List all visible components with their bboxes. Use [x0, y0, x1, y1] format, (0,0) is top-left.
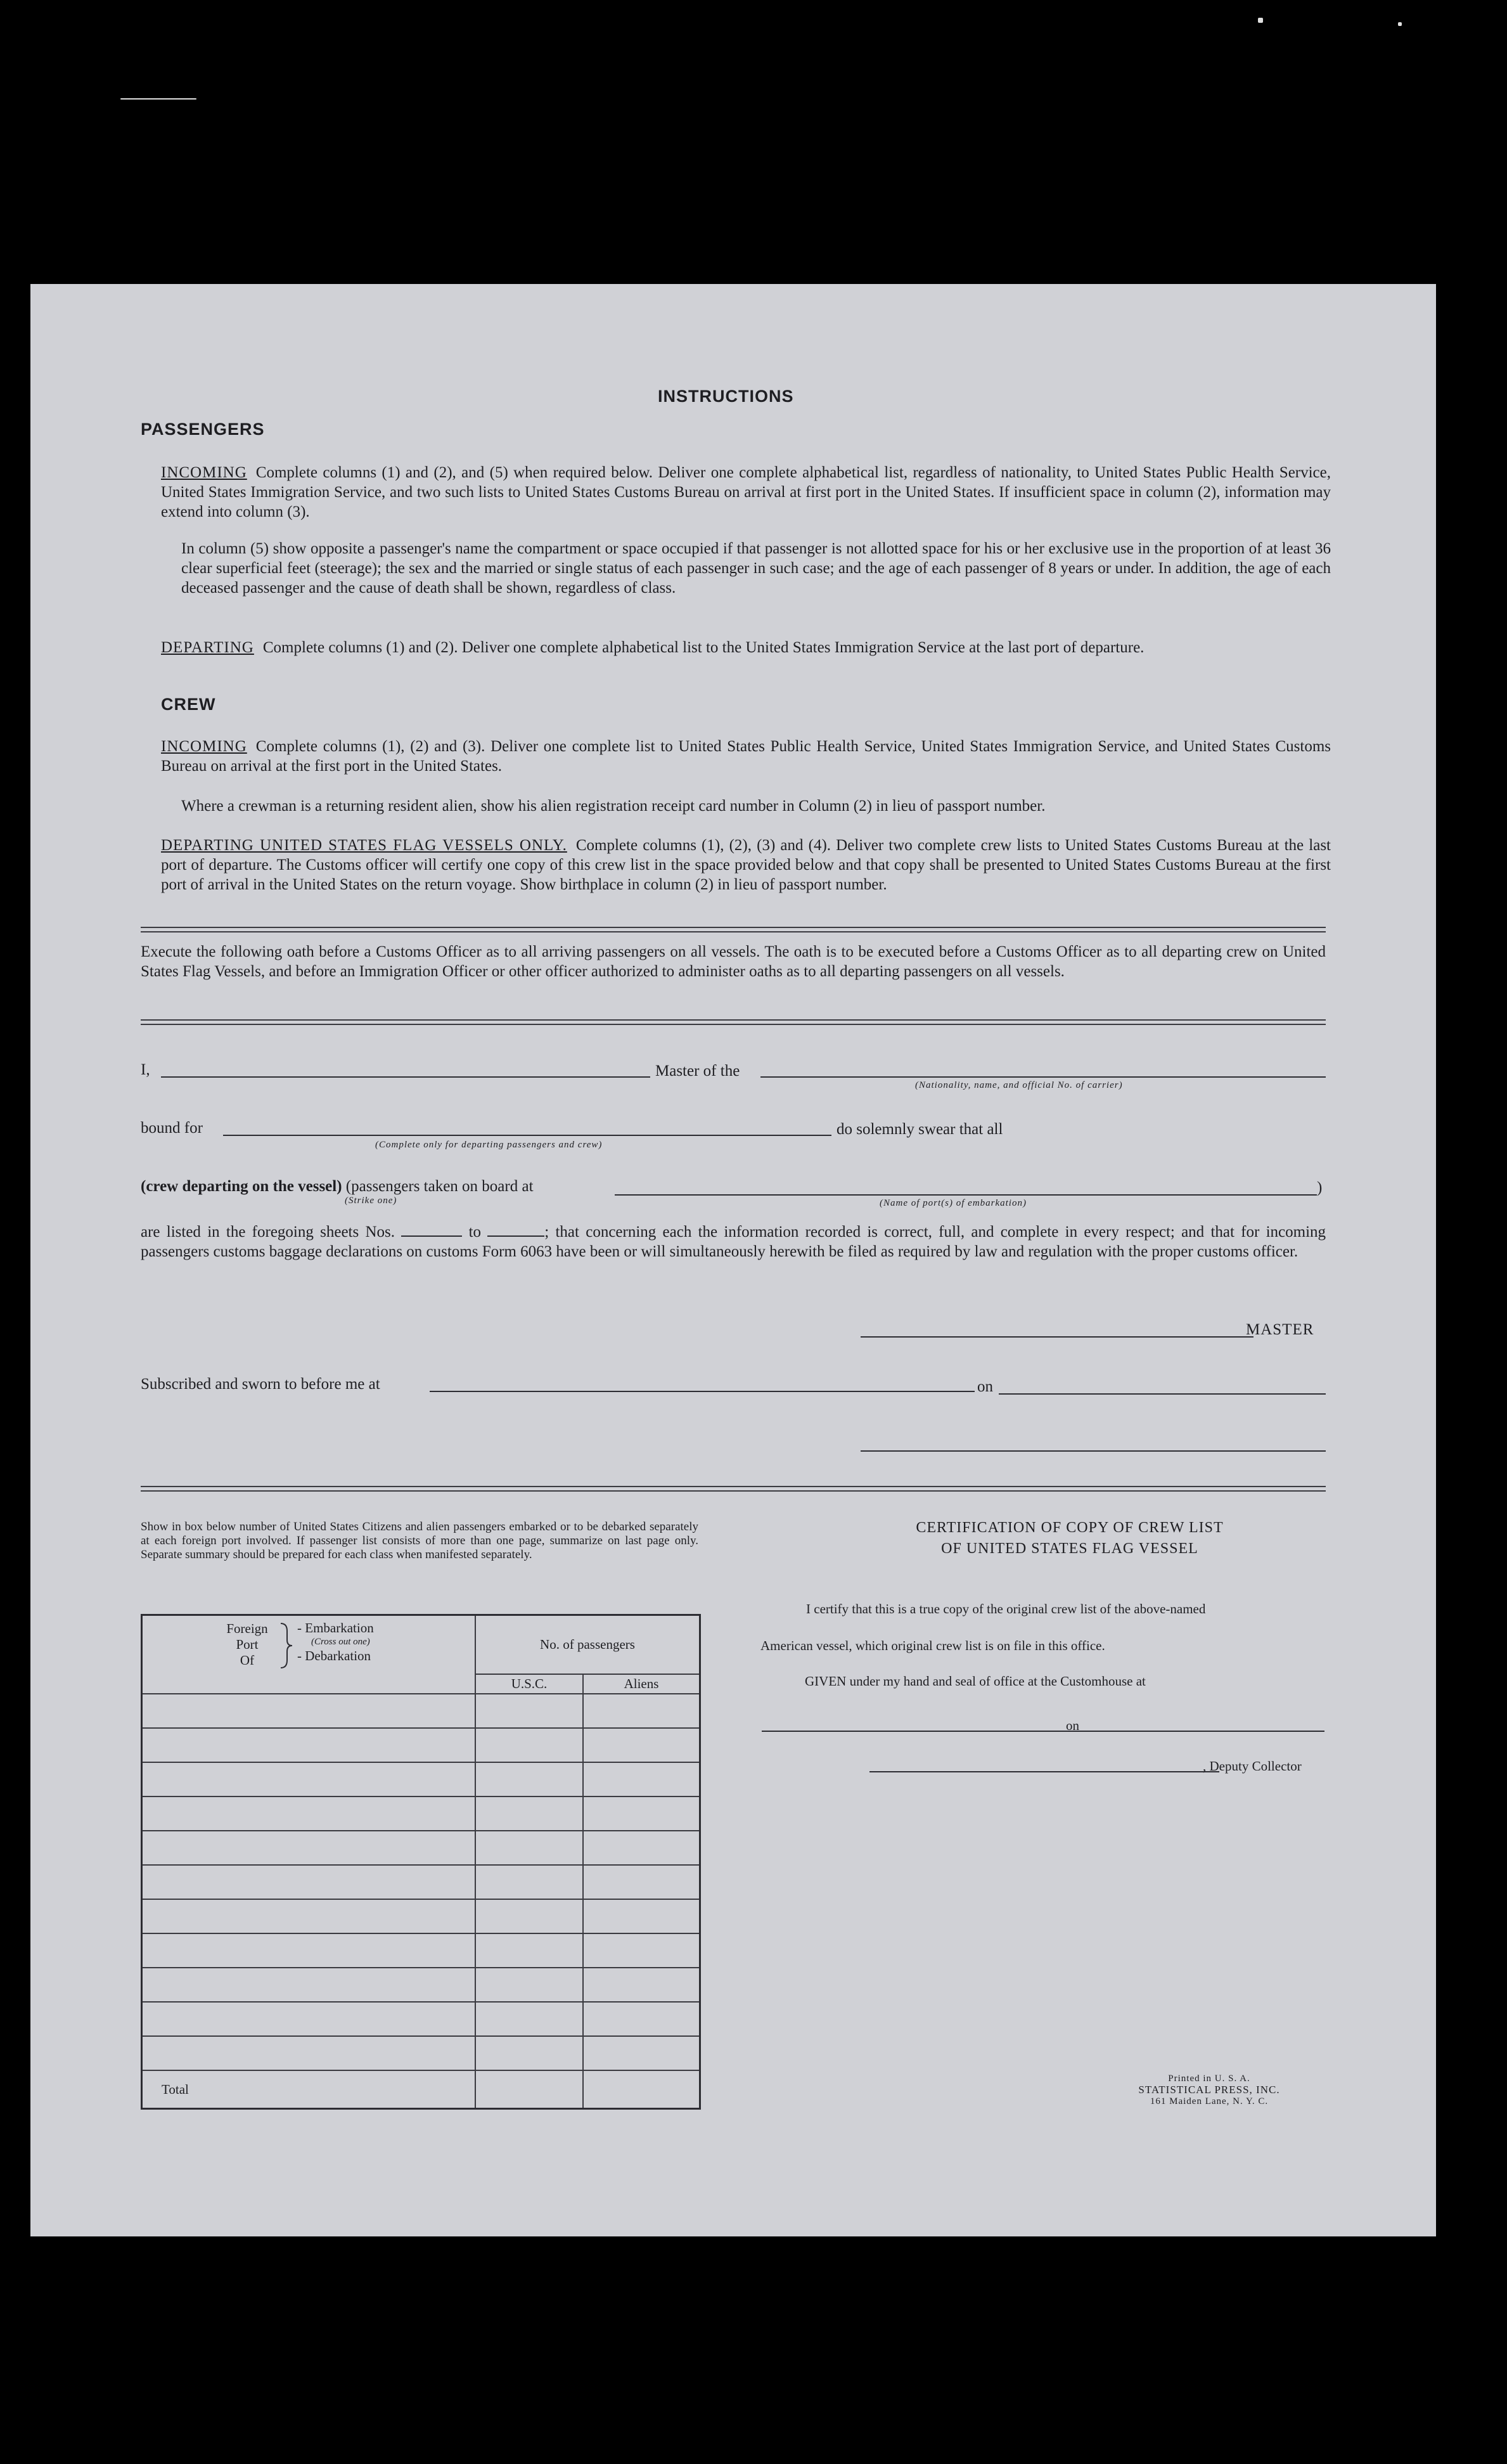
bound-for-caption: (Complete only for departing passengers and crew)	[375, 1140, 603, 1150]
passengers-incoming-text: Complete columns (1) and (2), and (5) when required below. Deliver one complete alphabetical list, regardless of nationality, to United States Public Health Service, United States Immigration Service, and two such lists to United States Customs Bureau on arrival at first port in the United States. If insufficient space in column (2), information may extend into column (3).	[161, 464, 1331, 520]
oath-instruction: Execute the following oath before a Customs Officer as to all arriving passengers on all vessels. The oath is to be executed before a Customs Officer as to all departing crew on United States Flag Vessels, and before an Immigration Officer or other officer authorized to administer oaths as to all departing passengers on all vessels.	[141, 943, 1326, 980]
section-divider	[141, 927, 1326, 932]
crew-departing-label: DEPARTING UNITED STATES FLAG VESSELS ONLY.	[161, 837, 567, 854]
summary-usc-cell[interactable]	[475, 1899, 583, 1933]
listed-prefix: are listed in the foregoing sheets Nos.	[141, 1223, 395, 1241]
passengers-incoming-label: INCOMING	[161, 464, 247, 481]
summary-row	[142, 1899, 700, 1933]
summary-row	[142, 1831, 700, 1865]
summary-usc-cell[interactable]	[475, 1933, 583, 1968]
sworn-place-field[interactable]	[430, 1391, 975, 1392]
bound-for-label: bound for	[141, 1119, 203, 1137]
total-text: Total	[162, 2081, 189, 2097]
summary-instruction: Show in box below number of United States Citizens and alien passengers embarked or to be debarked separately at each foreign port involved. If passenger list consists of more than one page, summarize on last page only. Separate summary should be prepared for each class when manifested separately.	[141, 1520, 698, 1561]
passengers-departing-instruction	[161, 638, 1331, 657]
section-divider	[141, 1486, 1326, 1492]
summary-row	[142, 1968, 700, 2002]
sworn-on-label: on	[977, 1378, 993, 1395]
total-row	[142, 2070, 700, 2108]
cert-on-label: on	[1066, 1718, 1079, 1733]
summary-aliens-cell[interactable]	[583, 1899, 700, 1933]
passengers-incoming-instruction	[161, 463, 1331, 522]
summary-port-cell[interactable]	[142, 1899, 476, 1933]
summary-rows	[142, 1694, 700, 2070]
summary-usc-cell[interactable]	[475, 1865, 583, 1899]
summary-usc-cell[interactable]	[475, 2002, 583, 2036]
sheet-to-field[interactable]	[487, 1223, 544, 1237]
master-label: MASTER	[1246, 1321, 1314, 1338]
no-of-passengers-header: No. of passengers	[475, 1615, 700, 1674]
of-label: Of	[240, 1653, 255, 1668]
crew-resident-alien-text: Where a crewman is a returning resident alien, show his alien registration receipt card number in Column (2) in lieu of passport number.	[181, 797, 1046, 815]
summary-aliens-cell[interactable]	[583, 1694, 700, 1728]
summary-port-cell[interactable]	[142, 1796, 476, 1831]
summary-port-cell[interactable]	[142, 1762, 476, 1796]
summary-aliens-cell[interactable]	[583, 1762, 700, 1796]
summary-usc-cell[interactable]	[475, 1762, 583, 1796]
usc-header: U.S.C.	[475, 1674, 583, 1694]
sworn-date-field[interactable]	[999, 1393, 1326, 1395]
column5-instruction	[181, 539, 1331, 598]
section-divider	[141, 1019, 1326, 1025]
crew-resident-alien-instruction	[181, 796, 1331, 816]
brace-icon	[279, 1622, 293, 1669]
cert-date-field[interactable]	[1086, 1731, 1324, 1732]
summary-port-cell[interactable]	[142, 1933, 476, 1968]
summary-row	[142, 1762, 700, 1796]
officer-signature-field[interactable]	[861, 1450, 1326, 1452]
crew-departing-text: Complete columns (1), (2), (3) and (4). Deliver two complete crew lists to United States Customs Bureau at the last port of departure. The Customs officer will certify one copy of this crew list in the space provided below and that copy shall be presented to United States Customs Bureau at the first port of arrival in the United States on the return voyage. Show birthplace in column (2) in lieu of passport number.	[161, 837, 1331, 893]
summary-row	[142, 1933, 700, 1968]
form-page	[30, 284, 1436, 2236]
passenger-summary-table	[141, 1614, 701, 2110]
passengers-heading: PASSENGERS	[141, 420, 265, 439]
summary-aliens-cell[interactable]	[583, 1865, 700, 1899]
swear-label: do solemnly swear that all	[837, 1121, 1003, 1138]
summary-usc-cell[interactable]	[475, 1694, 583, 1728]
foreign-label: Foreign	[226, 1621, 268, 1636]
total-aliens-cell[interactable]	[583, 2070, 700, 2108]
certify-line1: I certify that this is a true copy of the original crew list of the above-named	[806, 1601, 1206, 1616]
crew-departing-instruction	[161, 835, 1331, 894]
port-caption: (Name of port(s) of embarkation)	[880, 1198, 1027, 1208]
customhouse-field[interactable]	[762, 1731, 1093, 1732]
close-paren: )	[1317, 1179, 1323, 1196]
crew-departing-bold: (crew departing on the vessel)	[141, 1178, 342, 1195]
crew-incoming-text: Complete columns (1), (2) and (3). Deliver one complete list to United States Public Health Service, United States Immigration Service, and United States Customs Bureau on arrival at the first port in the United States.	[161, 738, 1331, 775]
nationality-caption: (Nationality, name, and official No. of carrier)	[915, 1080, 1123, 1090]
passengers-departing-label: DEPARTING	[161, 639, 254, 656]
passengers-departing-text: Complete columns (1) and (2). Deliver one complete alphabetical list to the United States Immigration Service at the last port of departure.	[262, 639, 1145, 656]
column5-text: In column (5) show opposite a passenger's name the compartment or space occupied if that passenger is not allotted space for his or her exclusive use in the proportion of at least 36 clear superficial feet (steerage); the sex and the married or single status of each passenger in such case; and the age of each passenger of 8 years or under. In addition, the age of each deceased passenger and the cause of death shall be shown, regardless of class.	[181, 540, 1331, 597]
summary-aliens-cell[interactable]	[583, 1728, 700, 1762]
certification-title	[816, 1518, 1323, 1559]
summary-usc-cell[interactable]	[475, 1796, 583, 1831]
scan-speck	[1258, 18, 1263, 23]
cross-out-caption: (Cross out one)	[311, 1637, 370, 1647]
summary-row	[142, 1796, 700, 1831]
scan-speck	[1398, 22, 1402, 26]
port-header-cell	[142, 1615, 476, 1694]
oath-i-label: I,	[141, 1061, 150, 1078]
summary-port-cell[interactable]	[142, 2036, 476, 2070]
master-of-the-label: Master of the	[655, 1062, 740, 1080]
printer-line3: 161 Maiden Lane, N. Y. C.	[1150, 2096, 1269, 2106]
summary-aliens-cell[interactable]	[583, 1933, 700, 1968]
printer-line1: Printed in U. S. A.	[1168, 2074, 1250, 2084]
summary-port-cell[interactable]	[142, 1728, 476, 1762]
summary-usc-cell[interactable]	[475, 2036, 583, 2070]
passengers-taken-label: (passengers taken on board at	[345, 1178, 534, 1195]
summary-aliens-cell[interactable]	[583, 1831, 700, 1865]
summary-port-cell[interactable]	[142, 1694, 476, 1728]
summary-row	[142, 2036, 700, 2070]
subscribed-label: Subscribed and sworn to before me at	[141, 1376, 380, 1393]
crew-heading: CREW	[161, 695, 216, 714]
sheet-from-field[interactable]	[401, 1223, 462, 1237]
total-usc-cell[interactable]	[475, 2070, 583, 2108]
summary-usc-cell[interactable]	[475, 1831, 583, 1865]
crew-incoming-label: INCOMING	[161, 738, 247, 755]
embarkation-option[interactable]: - Embarkation	[297, 1620, 374, 1635]
summary-aliens-cell[interactable]	[583, 2002, 700, 2036]
summary-aliens-cell[interactable]	[583, 2036, 700, 2070]
crew-departing-option[interactable]	[141, 1178, 534, 1196]
summary-usc-cell[interactable]	[475, 1968, 583, 2002]
summary-row	[142, 1728, 700, 1762]
carrier-field[interactable]	[760, 1076, 1326, 1078]
summary-row	[142, 2002, 700, 2036]
certification-title-line1: CERTIFICATION OF COPY OF CREW LIST	[916, 1519, 1224, 1536]
total-label	[142, 2070, 476, 2108]
summary-port-cell[interactable]	[142, 1968, 476, 2002]
summary-aliens-cell[interactable]	[583, 1796, 700, 1831]
instructions-title: INSTRUCTIONS	[658, 387, 794, 406]
printer-line2: STATISTICAL PRESS, INC.	[1138, 2084, 1280, 2096]
master-signature-field[interactable]	[861, 1336, 1254, 1338]
aliens-header: Aliens	[583, 1674, 700, 1694]
summary-port-cell[interactable]	[142, 2002, 476, 2036]
deputy-collector-label: , Deputy Collector	[1203, 1758, 1302, 1774]
master-name-field[interactable]	[161, 1076, 650, 1078]
sheets-statement	[141, 1222, 1326, 1261]
strike-one-caption: (Strike one)	[345, 1196, 397, 1206]
summary-port-cell[interactable]	[142, 1865, 476, 1899]
given-label: GIVEN under my hand and seal of office at the Customhouse at	[805, 1674, 1146, 1689]
crew-incoming-instruction	[161, 737, 1331, 776]
summary-row	[142, 1865, 700, 1899]
listed-rest: ; that concerning each the information recorded is correct, full, and complete in every respect; and that for incoming passengers customs baggage declarations on customs Form 6063 have been or will simultaneously herewith be filed as required by law and regulation with the proper customs officer.	[141, 1223, 1326, 1260]
bound-for-field[interactable]	[223, 1135, 831, 1136]
certification-title-line2: OF UNITED STATES FLAG VESSEL	[941, 1540, 1198, 1557]
summary-aliens-cell[interactable]	[583, 1968, 700, 2002]
deputy-collector-signature[interactable]	[869, 1771, 1219, 1772]
summary-usc-cell[interactable]	[475, 1728, 583, 1762]
to-label: to	[468, 1223, 482, 1241]
port-label: Port	[236, 1637, 259, 1652]
debarkation-option[interactable]: - Debarkation	[297, 1648, 371, 1663]
summary-row	[142, 1694, 700, 1728]
scan-speck	[120, 98, 196, 100]
printer-imprint	[1114, 2073, 1304, 2107]
certify-line2: American vessel, which original crew list is on file in this office.	[760, 1638, 1105, 1653]
summary-port-cell[interactable]	[142, 1831, 476, 1865]
embarkation-port-field[interactable]	[615, 1194, 1317, 1196]
